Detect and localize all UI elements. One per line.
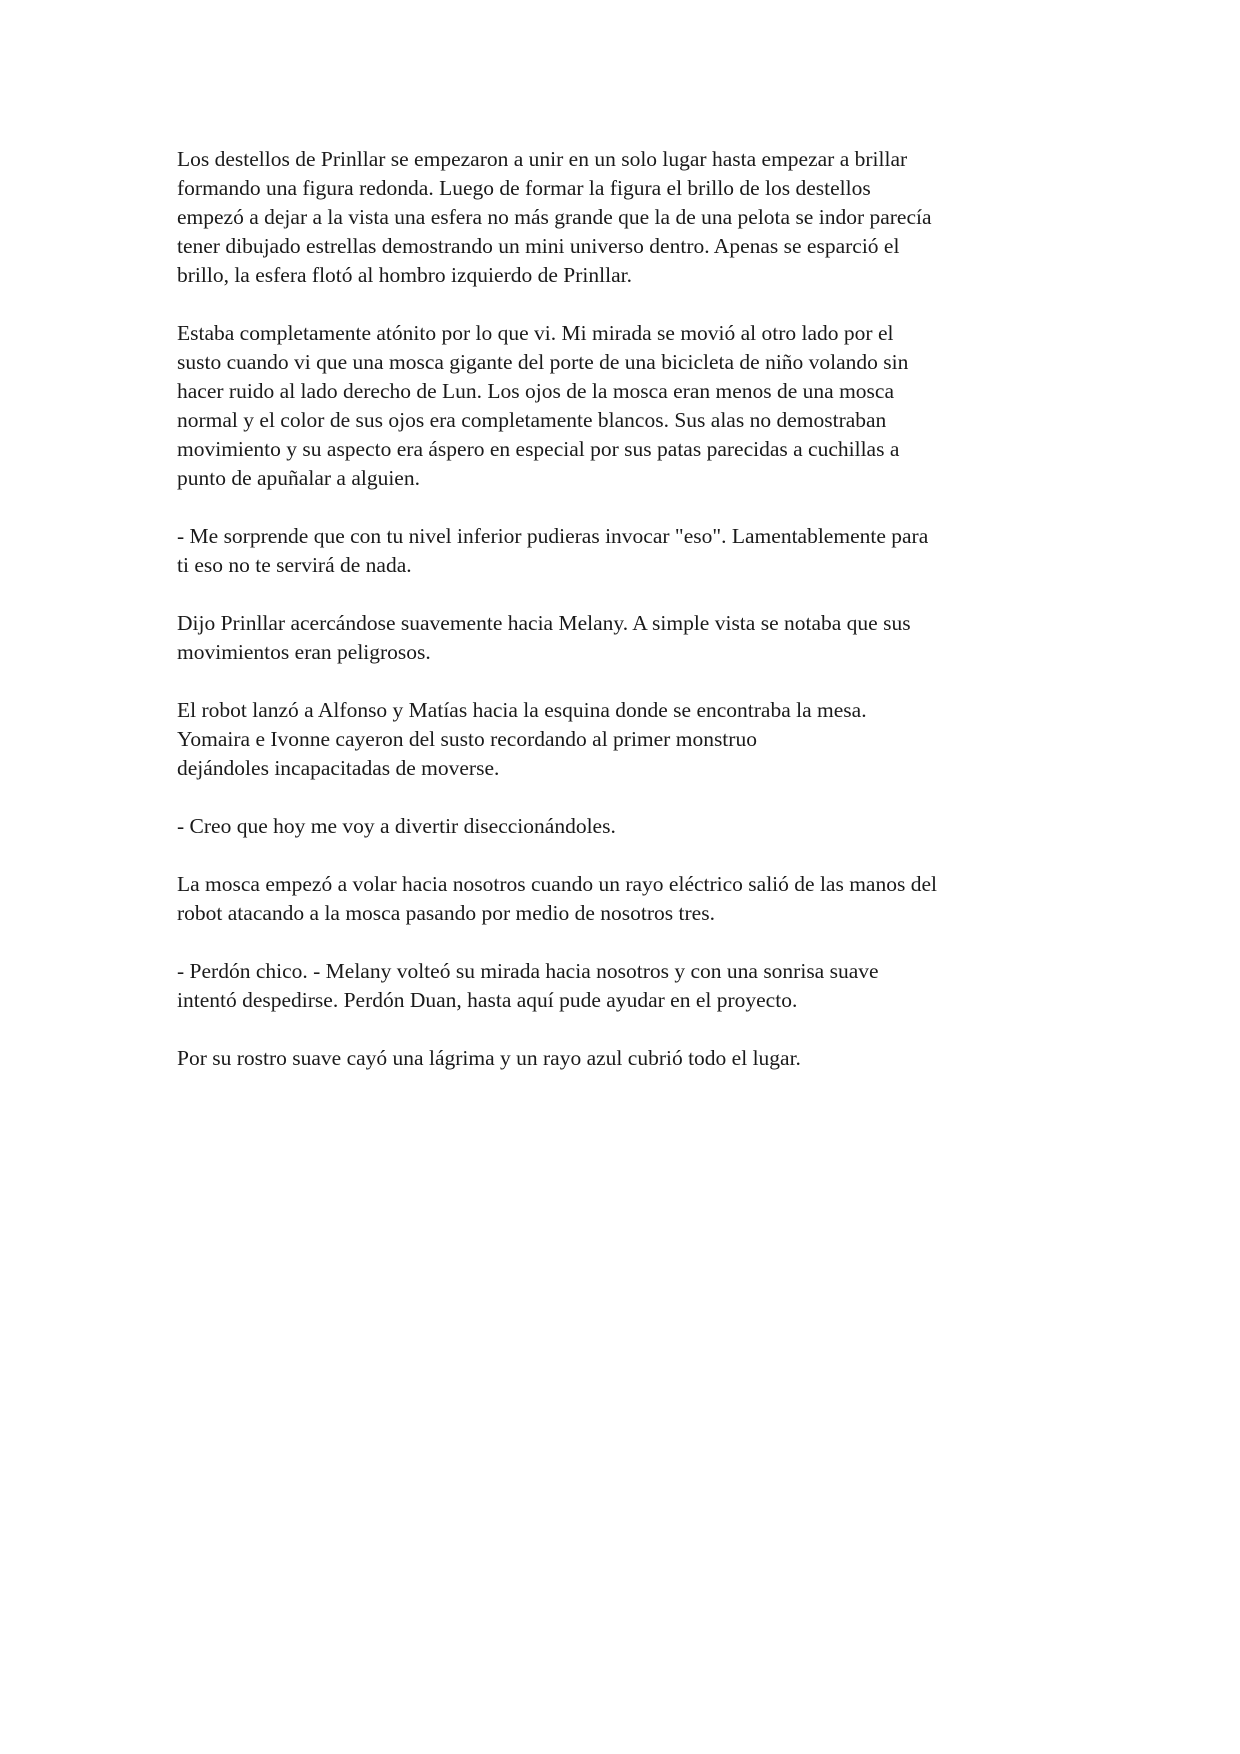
paragraph-6 <box>177 812 1077 841</box>
text-line: dejándoles incapacitadas de moverse. <box>177 756 500 780</box>
paragraph-2 <box>177 319 1077 493</box>
text-line: El robot lanzó a Alfonso y Matías hacia la esquina donde se encontraba la mesa. <box>177 698 867 722</box>
text-line: intentó despedirse. Perdón Duan, hasta aquí pude ayudar en el proyecto. <box>177 988 798 1012</box>
text-line: robot atacando a la mosca pasando por medio de nosotros tres. <box>177 901 715 925</box>
text-line: - Me sorprende que con tu nivel inferior pudieras invocar "eso". Lamentablemente para <box>177 524 929 548</box>
paragraph-4 <box>177 609 1077 667</box>
text-line: tener dibujado estrellas demostrando un mini universo dentro. Apenas se esparció el <box>177 234 900 258</box>
text-line: Dijo Prinllar acercándose suavemente hacia Melany. A simple vista se notaba que sus <box>177 611 911 635</box>
text-line: Estaba completamente atónito por lo que vi. Mi mirada se movió al otro lado por el <box>177 321 894 345</box>
text-line: Los destellos de Prinllar se empezaron a unir en un solo lugar hasta empezar a brillar <box>177 147 908 171</box>
text-line: empezó a dejar a la vista una esfera no más grande que la de una pelota se indor parecía <box>177 205 932 229</box>
text-line: La mosca empezó a volar hacia nosotros cuando un rayo eléctrico salió de las manos del <box>177 872 937 896</box>
document-body <box>177 145 1077 1102</box>
text-line: susto cuando vi que una mosca gigante del porte de una bicicleta de niño volando sin <box>177 350 909 374</box>
text-line: hacer ruido al lado derecho de Lun. Los ojos de la mosca eran menos de una mosca <box>177 379 895 403</box>
text-line: movimientos eran peligrosos. <box>177 640 431 664</box>
paragraph-5 <box>177 696 1077 783</box>
text-line: brillo, la esfera flotó al hombro izquierdo de Prinllar. <box>177 263 632 287</box>
text-line: normal y el color de sus ojos era completamente blancos. Sus alas no demostraban <box>177 408 887 432</box>
text-line: - Creo que hoy me voy a divertir diseccionándoles. <box>177 814 616 838</box>
text-line: formando una figura redonda. Luego de formar la figura el brillo de los destellos <box>177 176 871 200</box>
text-line: ti eso no te servirá de nada. <box>177 553 412 577</box>
text-line: punto de apuñalar a alguien. <box>177 466 420 490</box>
paragraph-3 <box>177 522 1077 580</box>
paragraph-7 <box>177 870 1077 928</box>
text-line: - Perdón chico. - Melany volteó su mirada hacia nosotros y con una sonrisa suave <box>177 959 879 983</box>
text-line: movimiento y su aspecto era áspero en especial por sus patas parecidas a cuchillas a <box>177 437 900 461</box>
text-line: Por su rostro suave cayó una lágrima y un rayo azul cubrió todo el lugar. <box>177 1046 801 1070</box>
paragraph-1 <box>177 145 1077 290</box>
text-line: Yomaira e Ivonne cayeron del susto recordando al primer monstruo <box>177 727 757 751</box>
paragraph-8 <box>177 957 1077 1015</box>
paragraph-9 <box>177 1044 1077 1073</box>
